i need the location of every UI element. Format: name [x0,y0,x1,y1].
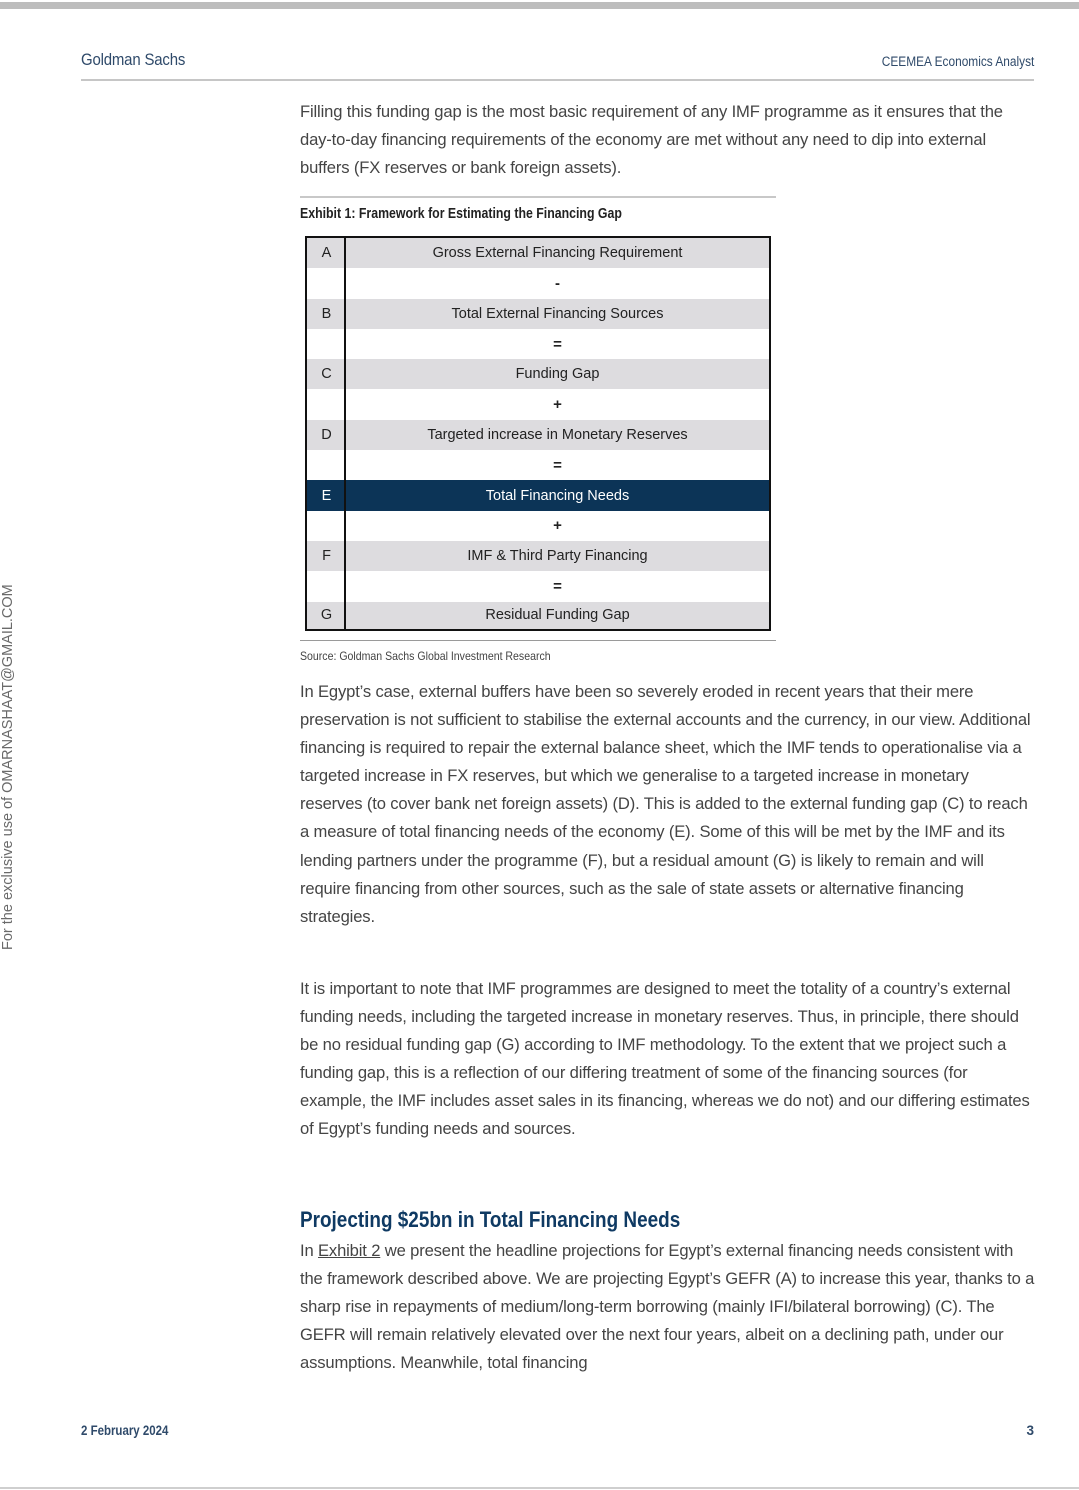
table-row-d [307,420,769,450]
table-row-c [307,359,769,389]
row-letter: D [321,426,332,443]
row-label: Targeted increase in Monetary Reserves [427,426,688,443]
table-row-f [307,541,769,571]
paragraph-text: In [300,1241,318,1260]
paragraph-text: we present the headline projections for Egypt’s external financing needs consistent with the framework described above. We are projecting Egypt’s GEFR (A) to increase this year, thanks to a sharp rise in repayments of medium/long-term borrowing (mainly IFI/bilateral borrowing) (C). The GEFR will remain relatively elevated over the next four years, albeit on a declining path, under our assumptions. Meanwhile, total financing [300,1241,1035,1373]
paragraph-imf-note: It is important to note that IMF programmes are designed to meet the totality of a country’s external funding needs, including the targeted increase in monetary reserves. Thus, in principle, there should be no residual funding gap (G) according to IMF methodology. To the extent that we project such a funding gap, this is a reflection of our differing treatment of some of the financing sources (for example, the IMF includes asset sales in its financing, whereas we do not) and our differing estimates of Egypt’s funding needs and sources. [300,979,1030,1139]
row-label: IMF & Third Party Financing [467,548,648,565]
exhibit-bottom-divider [300,640,776,641]
row-letter: C [321,366,332,383]
table-row-operator [307,450,769,480]
row-letter: E [321,487,332,504]
bottom-border [0,1487,1079,1489]
column-divider [344,238,346,629]
row-operator: + [553,396,562,414]
top-border [0,2,1079,9]
table-row-operator [307,571,769,601]
table-row-operator [307,329,769,359]
exhibit-title: Exhibit 1: Framework for Estimating the Financing Gap [300,206,622,222]
row-label: Gross External Financing Requirement [432,245,683,262]
paragraph-intro: Filling this funding gap is the most basic requirement of any IMF programme as it ensures that the day-to-day financing requirements of the economy are met without any need to dip into external buffers (FX reserves or bank foreign assets). [300,102,1003,178]
watermark: For the exclusive use of OMARNASHAAT@GMAIL.COM [0,584,16,950]
row-operator: + [553,517,562,535]
row-letter: G [320,607,333,624]
table-row-b [307,299,769,329]
page-number: 3 [1026,1423,1034,1438]
table-row-operator [307,511,769,541]
row-letter: F [322,548,331,565]
table-row-operator [307,268,769,298]
row-label: Funding Gap [515,366,600,383]
row-operator: - [555,274,560,292]
row-letter: B [321,305,332,322]
brand-name: Goldman Sachs [81,50,186,69]
exhibit-2-link[interactable]: Exhibit 2 [318,1241,381,1260]
row-label: Residual Funding Gap [485,607,630,624]
paragraph-egypt-case: In Egypt’s case, external buffers have been so severely eroded in recent years that their mere preservation is not sufficient to stabilise the external accounts and the currency, in our view. Additional financing is required to repair the external balance sheet, which the IMF tends to operationalise via a targeted increase in FX reserves, but which we generalise to a targeted increase in monetary reserves (to cover bank net foreign assets) (D). This is added to the external funding gap (C) to reach a measure of total financing needs of the economy (E). Some of this will be met by the IMF and its lending partners under the programme (F), but a residual amount (G) is likely to remain and will require financing from other sources, such as the sale of state assets or alternative financing strategies. [300,682,1031,926]
row-label: Total Financing Needs [485,487,630,504]
table-row-e-highlight [307,480,769,510]
table-row-g [307,602,769,629]
paragraph-projections [300,1237,1035,1377]
row-operator: = [553,335,562,353]
exhibit-top-divider [300,196,776,198]
exhibit-source: Source: Goldman Sachs Global Investment Research [300,649,551,663]
row-label: Total External Financing Sources [451,305,664,322]
header-divider [81,79,1034,81]
framework-table [305,236,771,631]
table-row-operator [307,390,769,420]
footer-date: 2 February 2024 [81,1423,169,1438]
publication-title: CEEMEA Economics Analyst [881,54,1034,69]
row-operator: = [553,456,562,474]
row-letter: A [321,245,332,262]
table-row-a [307,238,769,268]
section-heading: Projecting $25bn in Total Financing Needs [300,1207,681,1232]
row-operator: = [553,577,562,595]
